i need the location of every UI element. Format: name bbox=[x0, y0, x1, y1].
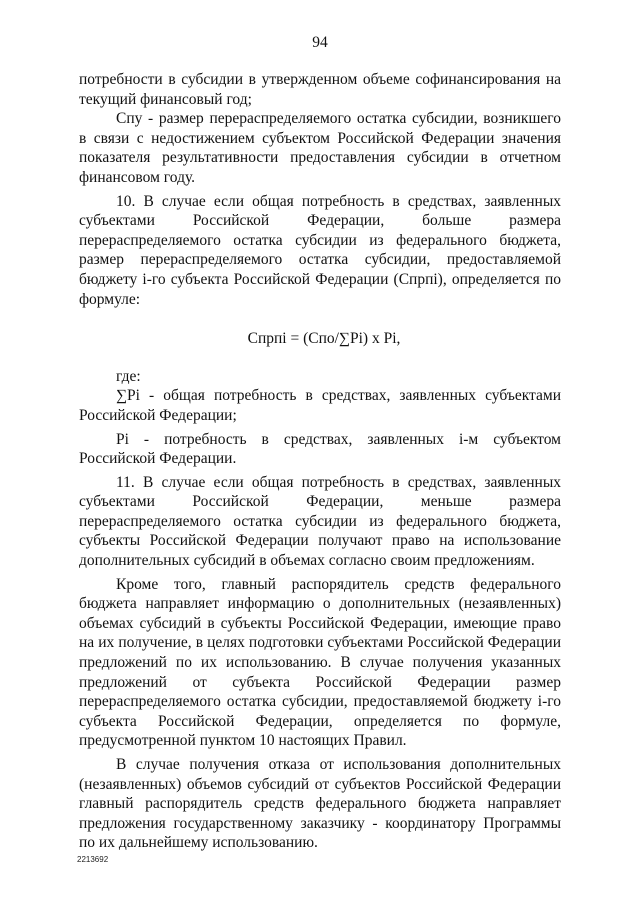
paragraph-item-10: 10. В случае если общая потребность в средствах, заявленных субъектами Российской Федерации, больше размера перераспределяемого остатка субсидии из федерального бюджета, размер перераспределяемого остатка субсидии, предоставляемой бюджету i-го субъекта Российской Федерации (Спрпi), определяется по формуле: bbox=[79, 192, 561, 308]
paragraph-sum-pi-definition: ∑Pi - общая потребность в средствах, заявленных субъектами Российской Федерации; bbox=[79, 387, 561, 424]
paragraph-item-11: 11. В случае если общая потребность в средствах, заявленных субъектами Российской Федерации, меньше размера перераспределяемого остатка субсидии из федерального бюджета, субъекты Российской Федерации получают право на использование дополнительных субсидий в объемах согласно своим предложениям. bbox=[79, 473, 561, 570]
paragraph-continuation: потребности в субсидии в утвержденном объеме софинансирования на текущий финансовый год; bbox=[79, 71, 561, 108]
document-body bbox=[79, 70, 561, 853]
formula: Спрпi = (Спо/∑Pi) x Pi, bbox=[247, 330, 401, 348]
where-label: где: bbox=[116, 367, 141, 385]
page-number: 94 bbox=[312, 34, 328, 51]
paragraph-spu-definition: Спу - размер перераспределяемого остатка субсидии, возникшего в связи с недостижением субъектом Российской Федерации значения показателя результативности предоставления субсидии в отчетном финансовом году. bbox=[79, 110, 561, 186]
paragraph-refusal: В случае получения отказа от использования дополнительных (незаявленных) объемов субсидий от субъектов Российской Федерации главный распорядитель средств федерального бюджета направляет предложения государственному заказчику - координатору Программы по их дальнейшему использованию. bbox=[79, 756, 561, 852]
document-code: 2213692 bbox=[77, 855, 109, 864]
paragraph-pi-definition: Pi - потребность в средствах, заявленных i-м субъектом Российской Федерации. bbox=[79, 430, 561, 468]
paragraph-additional-info: Кроме того, главный распорядитель средств федерального бюджета направляет информацию о дополнительных (незаявленных) объемах субсидий в субъекты Российской Федерации, имеющие право на их получение, в целях подготовки субъектами Российской Федерации предложений по их использованию. В случае получения указанных предложений от субъекта Российской Федерации размер перераспределяемого остатка субсидии, предоставляемой бюджету i-го субъекта Российской Федерации, определяется по формуле, предусмотренной пунктом 10 настоящих Правил. bbox=[79, 575, 561, 750]
